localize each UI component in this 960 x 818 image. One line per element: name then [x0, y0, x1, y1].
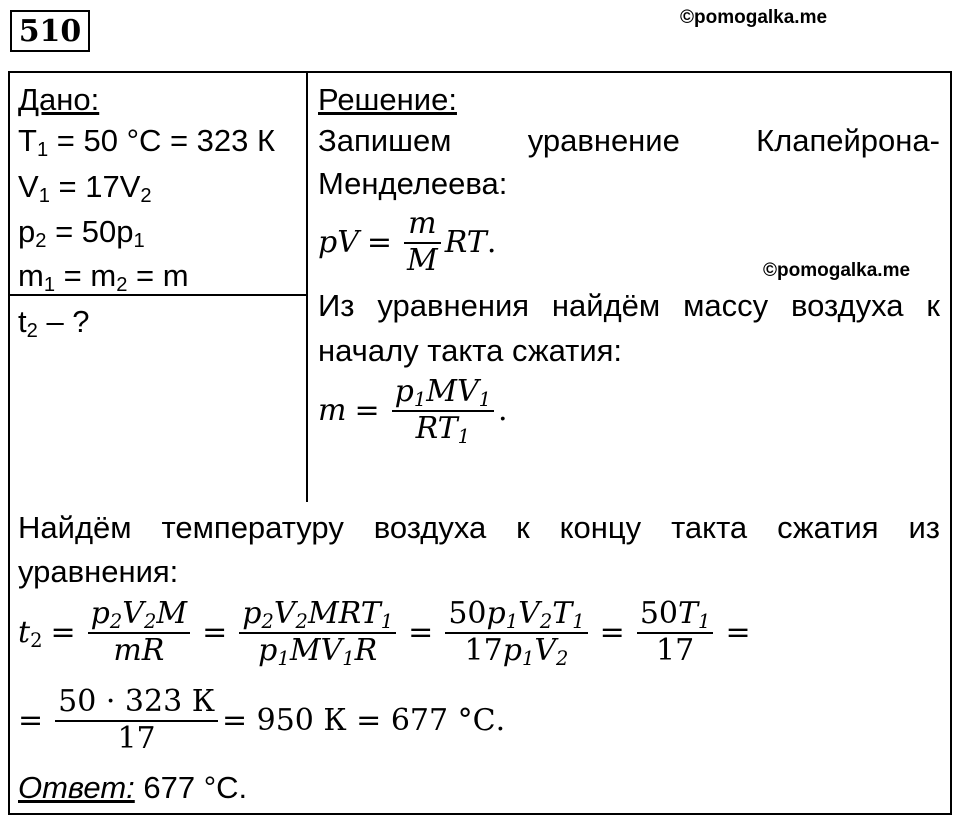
watermark-middle: ©pomogalka.me — [763, 260, 911, 281]
frame-right-border — [950, 71, 952, 815]
temp-line-2: уравнения: — [18, 554, 179, 589]
frame-top-border — [8, 71, 952, 73]
frame-left-border — [8, 71, 10, 815]
given-masses: $m_1 = m_2 = m$ — [18, 258, 189, 297]
clapeyron-equation: pV = $\frac{m}{M}$ RT . — [318, 206, 497, 278]
answer-label: Ответ: — [18, 770, 135, 805]
intro-line-1: Запишем уравнение Клапейрона- — [318, 123, 940, 158]
given-t1: $T_1 = 50$ °C = 323 К — [18, 123, 276, 162]
temperature-derivation: $t_2$ = $\frac{p_2V_2M}{mR}$ = $\frac{p_2V_2MRT_1}{p_1MV_1R}$ = $\frac{50p_1V_2T_1}{17p_1V_2}$ = $\frac{50T_1}{17}$ = — [18, 596, 751, 670]
given-p2: $p_2 = 50p_1$ — [18, 214, 145, 253]
answer-value: 677 °С. — [134, 770, 248, 805]
given-header: Дано: — [18, 82, 100, 117]
mass-equation: m = $\frac{p_1MV_1}{RT_1}$ . — [318, 374, 508, 448]
given-v1: $V_1 = 17V_2$ — [18, 169, 152, 208]
find-mass-line-2: началу такта сжатия: — [318, 333, 623, 368]
find-mass-line-1: Из уравнения найдём массу воздуха к — [318, 288, 940, 323]
find-t2: $t_2$ – ? — [18, 304, 90, 343]
answer — [18, 772, 247, 803]
frame-bottom-border — [8, 813, 952, 815]
problem-number: 510 — [10, 10, 90, 52]
numeric-calculation: = $\frac{50 \cdot 323 К}{17}$ = 950 К = 677 °С. — [18, 684, 506, 756]
watermark-top: ©pomogalka.me — [680, 7, 828, 28]
given-column-divider — [306, 71, 308, 502]
solution-header: Решение: — [318, 82, 457, 117]
temp-line-1: Найдём температуру воздуха к концу такта сжатия из — [18, 510, 940, 545]
intro-line-2: Менделеева: — [318, 166, 508, 201]
